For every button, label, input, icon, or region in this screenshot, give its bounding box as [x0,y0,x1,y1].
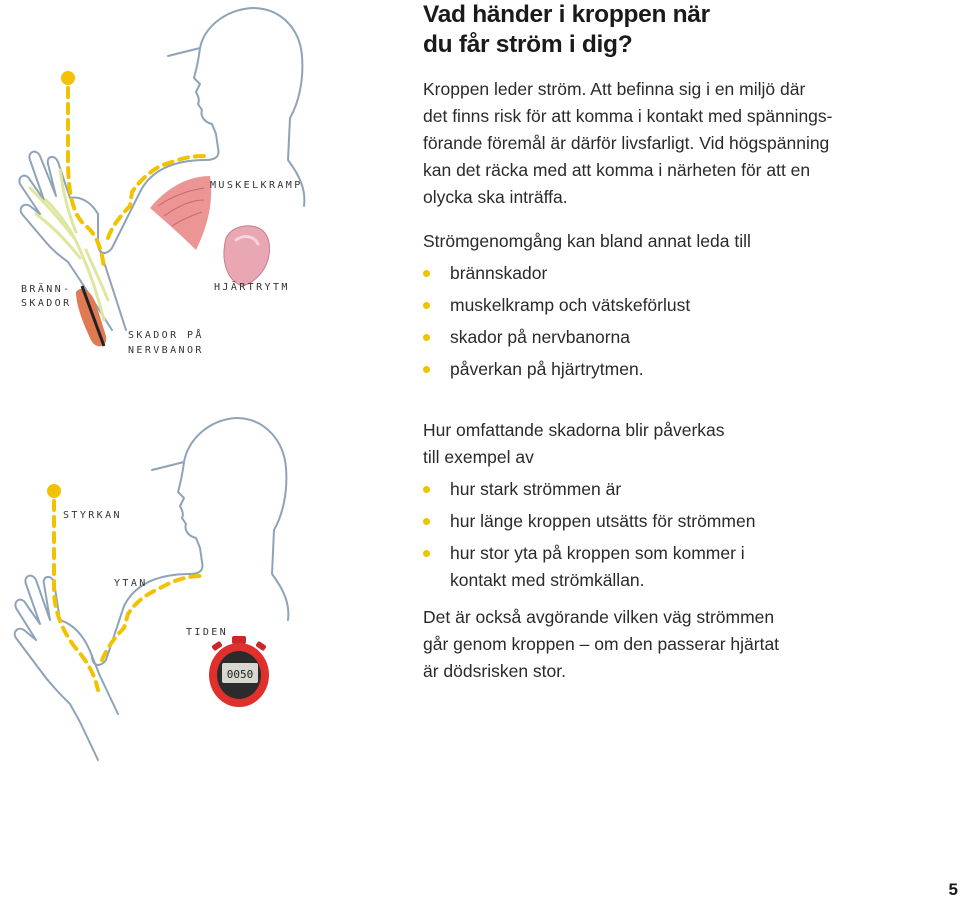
list-item-text: skador på nervbanorna [450,327,630,347]
label-hjartrytm: HJÄRTRYTM [214,282,290,293]
bottom-current-start [47,484,61,498]
list-item [423,508,755,535]
intro-line: kan det räcka med att komma i närheten för att en [423,160,811,180]
bullet-icon [423,550,430,557]
bottom-current-path [54,501,202,690]
page-number: 5 [948,880,958,899]
list-item [423,324,690,351]
intro-line: det finns risk för att komma i kontakt med spännings- [423,106,833,126]
title-line-1: Vad händer i kroppen när [423,1,710,28]
body-illustrations [0,0,420,901]
conclusion-paragraph [423,604,779,685]
intro-line: förande föremål är därför livsfarligt. Vid högspänning [423,133,830,153]
top-current-start [61,71,75,85]
list-item [423,540,755,594]
factors-list [423,476,755,594]
conclusion-line: går genom kroppen – om den passerar hjärtat [423,634,780,654]
bullet-icon [423,302,430,309]
title-line-2: du får ström i dig? [423,31,633,58]
effects-list [423,260,690,383]
stopwatch-button-top [232,636,246,644]
label-nervbanor-1: SKADOR PÅ [128,330,204,341]
list-item-text: hur stor yta på kroppen som kommer i [450,543,745,563]
bullet-icon [423,486,430,493]
intro-line: Kroppen leder ström. Att befinna sig i en miljö där [423,79,806,99]
list-item [423,292,690,319]
heart [224,226,270,285]
factors-intro-line: till exempel av [423,447,534,467]
label-brannskador-2: SKADOR [21,298,72,309]
factors-intro-line: Hur omfattande skadorna blir påverkas [423,420,725,440]
list-item [423,356,690,383]
label-muskelkramp: MUSKELKRAMP [210,180,303,191]
list-item-text: kontakt med strömkällan. [450,570,645,590]
list-item-text: påverkan på hjärtrytmen. [450,359,644,379]
list-item-text: brännskador [450,263,548,283]
intro-paragraph [423,76,832,211]
bottom-figure [15,418,289,760]
list-item-text: hur länge kroppen utsätts för strömmen [450,511,756,531]
factors-intro [423,417,725,471]
bullet-icon [423,270,430,277]
muscle [150,176,211,250]
label-brannskador-1: BRÄNN- [21,284,72,295]
list-item-text: hur stark strömmen är [450,479,622,499]
label-tiden: TIDEN [186,627,229,638]
page-title [423,0,710,60]
label-styrkan: STYRKAN [63,510,122,521]
list-item [423,260,690,287]
bullet-icon [423,334,430,341]
effects-intro: Strömgenomgång kan bland annat leda till [423,231,751,251]
list-item [423,476,755,503]
conclusion-line: är dödsrisken stor. [423,661,566,681]
bullet-icon [423,366,430,373]
list-item-text: muskelkramp och vätskeförlust [450,295,691,315]
label-nervbanor-2: NERVBANOR [128,345,204,356]
stopwatch [209,636,269,707]
stopwatch-display: 0050 [226,668,254,681]
conclusion-line: Det är också avgörande vilken väg strömmen [423,607,775,627]
bullet-icon [423,518,430,525]
intro-line: olycka ska inträffa. [423,187,568,207]
label-ytan: YTAN [114,578,148,589]
